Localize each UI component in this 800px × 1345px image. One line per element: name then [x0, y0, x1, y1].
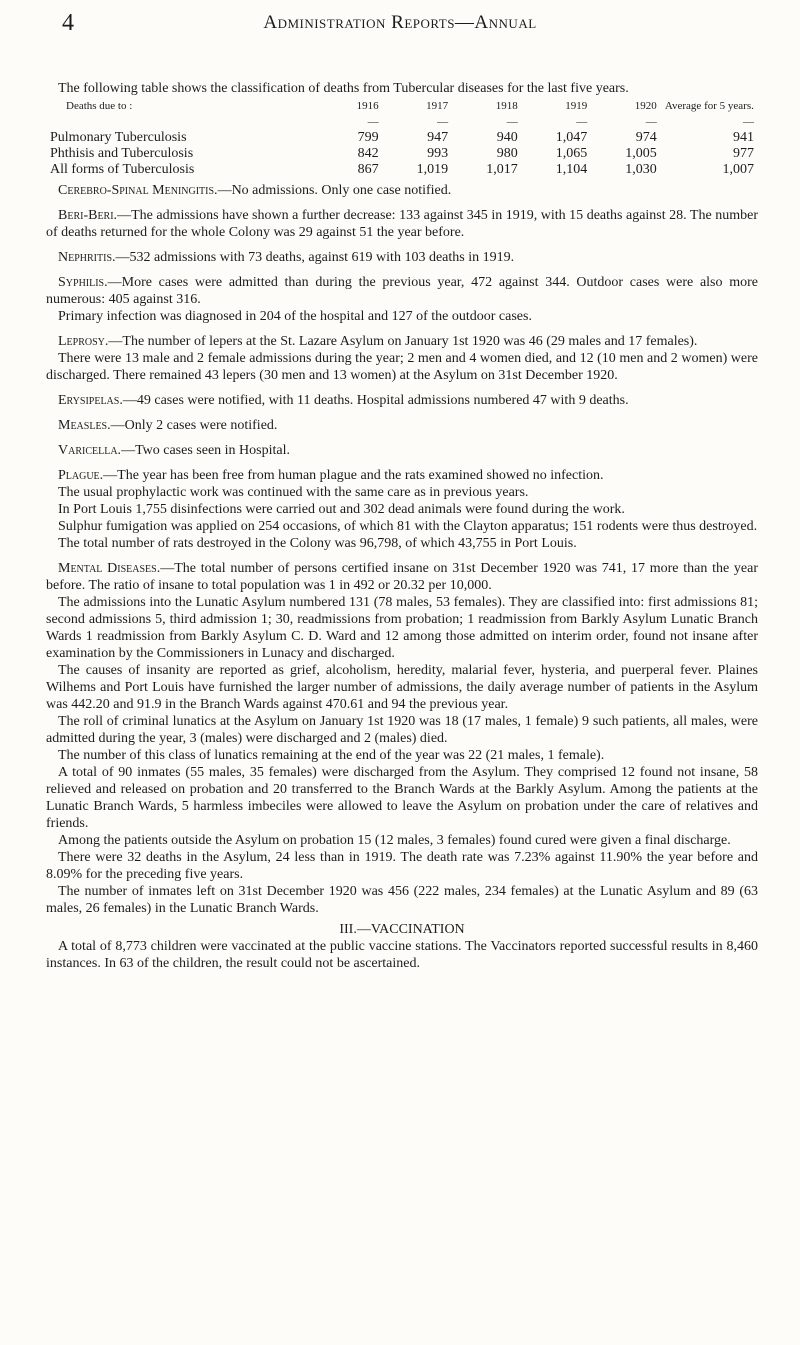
mental-paragraph-4: The roll of criminal lunatics at the Asylum on January 1st 1920 was 18 (17 males, 1 female) 9 such patients, all males, were admitted during the year, 3 (males) were discharged and 2 (males) died.	[46, 714, 758, 746]
section-text: —No admissions. Only one case notified.	[217, 183, 452, 198]
section-text: —49 cases were notified, with 11 deaths. Hospital admissions numbered 47 with 9 deaths.	[122, 393, 629, 408]
plague-paragraph-2: The usual prophylactic work was continued with the same care as in previous years.	[58, 485, 529, 500]
section-text: —More cases were admitted than during the previous year, 472 against 344. Outdoor cases were also more numerous: 405 against 316.	[46, 275, 758, 307]
table-row	[46, 130, 758, 146]
year-header: 1920	[634, 100, 657, 112]
table-cell: 1,104	[555, 162, 588, 177]
erysipelas-paragraph	[46, 392, 758, 409]
section-text: —The admissions have shown a further decrease: 133 against 345 in 1919, with 15 deaths against 28. The number of deaths returned for the whole Colony was 29 against 51 the year before.	[46, 208, 758, 240]
average-header: Average for 5 years.	[664, 100, 754, 112]
row-label: Pulmonary Tuberculosis	[50, 130, 187, 145]
mental-diseases-paragraph	[46, 560, 758, 594]
average-cell: 941	[733, 130, 754, 145]
syphilis-paragraph-2: Primary infection was diagnosed in 204 of the hospital and 127 of the outdoor cases.	[58, 309, 532, 324]
mental-paragraph-9: The number of inmates left on 31st December 1920 was 456 (222 males, 234 females) at the Lunatic Asylum and 89 (63 males, 26 females) in the Lunatic Branch Wards.	[46, 884, 758, 916]
year-header: 1916	[356, 100, 379, 112]
table-cell: 940	[496, 130, 518, 145]
section-text: —The number of lepers at the St. Lazare Asylum on January 1st 1920 was 46 (29 males and 17 females).	[108, 334, 698, 349]
section-heading: Cerebro-Spinal Meningitis.	[58, 183, 218, 198]
cerebro-spinal-paragraph	[46, 182, 758, 199]
section-text: —The total number of persons certified insane on 31st December 1920 was 741, 17 more than the year before. The ratio of insane to total population was 1 in 492 or 20.32 per 10,000.	[46, 561, 758, 593]
plague-paragraph-3: In Port Louis 1,755 disinfections were carried out and 302 dead animals were found during the work.	[58, 502, 625, 517]
year-header: 1917	[426, 100, 449, 112]
intro-paragraph: The following table shows the classification of deaths from Tubercular diseases for the last five years.	[58, 81, 629, 96]
leprosy-paragraph	[46, 333, 758, 350]
mental-paragraph-8: There were 32 deaths in the Asylum, 24 less than in 1919. The death rate was 7.23% against 11.90% the year before and 8.09% for the preceding five years.	[46, 850, 758, 882]
year-header: 1919	[565, 100, 588, 112]
beri-beri-paragraph	[46, 207, 758, 241]
section-heading: Syphilis.	[58, 275, 108, 290]
table-cell: 1,019	[416, 162, 449, 177]
table-cell: 799	[357, 130, 379, 145]
section-heading: Erysipelas.	[58, 393, 123, 408]
section-heading: Measles.	[58, 418, 111, 433]
section-heading: Beri-Beri.	[58, 208, 118, 223]
section-heading: Plague.	[58, 468, 104, 483]
table-row	[46, 146, 758, 162]
deaths-due-to-header: Deaths due to :	[66, 100, 133, 112]
year-header: 1918	[495, 100, 518, 112]
table-cell: 1,065	[555, 146, 588, 161]
table-cell: 1,047	[555, 130, 588, 145]
average-cell: 977	[733, 146, 754, 161]
table-cell: 867	[357, 162, 379, 177]
section-heading: Mental Diseases.	[58, 561, 161, 576]
syphilis-paragraph	[46, 274, 758, 308]
table-cell: 1,017	[486, 162, 518, 177]
section-heading: Leprosy.	[58, 334, 109, 349]
table-cell: 993	[427, 146, 449, 161]
mental-paragraph-6: A total of 90 inmates (55 males, 35 females) were discharged from the Asylum. They comprised 12 found not insane, 58 relieved and released on probation and 20 transferred to the Branch Wards at the Barkly Asylum. Among the patients at the Lunatic Branch Wards, 5 harmless imbeciles were allowed to leave the Asylum on probation under the care of relatives and friends.	[46, 765, 758, 831]
section-heading: Nephritis.	[58, 250, 116, 265]
page-number: 4	[62, 10, 74, 36]
tuberculosis-deaths-table	[46, 98, 758, 178]
table-cell: 947	[427, 130, 449, 145]
section-text: —Only 2 cases were notified.	[110, 418, 278, 433]
table-cell: 1,030	[625, 162, 657, 177]
table-cell: 842	[357, 146, 379, 161]
plague-paragraph-5: The total number of rats destroyed in the Colony was 96,798, of which 43,755 in Port Louis.	[58, 536, 577, 551]
leprosy-paragraph-2: There were 13 male and 2 female admissions during the year; 2 men and 4 women died, and 12 (10 men and 2 women) were discharged. There remained 43 lepers (30 men and 13 women) at the Asylum on 31st December 1920.	[46, 351, 758, 383]
vaccination-heading: III.—VACCINATION	[339, 922, 465, 937]
running-title: Administration Reports—Annual	[263, 12, 537, 33]
section-text: —The year has been free from human plague and the rats examined showed no infection.	[103, 468, 604, 483]
section-text: —Two cases seen in Hospital.	[121, 443, 290, 458]
mental-paragraph-5: The number of this class of lunatics remaining at the end of the year was 22 (21 males, 1 female).	[58, 748, 605, 763]
table-cell: 974	[635, 130, 657, 145]
table-header-row	[46, 98, 758, 114]
page-body	[46, 80, 758, 972]
mental-paragraph-2: The admissions into the Lunatic Asylum numbered 131 (78 males, 53 females). They are classified into: first admissions 81; second admissions 5, third admission 1; 30, readmissions from probation; 1 readmission from Barkly Asylum Lunatic Branch Wards 1 readmission from Barkly Asylum C. D. Ward and 12 among those admitted on interim order, found not insane after examination by the Commissioners in Lunacy and discharged.	[46, 595, 758, 661]
row-label: Phthisis and Tuberculosis	[50, 146, 194, 161]
vaccination-paragraph: A total of 8,773 children were vaccinated at the public vaccine stations. The Vaccinators reported successful results in 8,460 instances. In 63 of the children, the result could not be ascertained.	[46, 939, 758, 971]
table-divider-row: — — — — — —	[367, 116, 754, 128]
average-cell: 1,007	[722, 162, 754, 177]
table-row	[46, 162, 758, 178]
table-cell: 980	[496, 146, 518, 161]
section-text: —532 admissions with 73 deaths, against 619 with 103 deaths in 1919.	[115, 250, 515, 265]
measles-paragraph	[46, 417, 758, 434]
plague-paragraph	[46, 467, 758, 484]
section-heading: Varicella.	[58, 443, 122, 458]
nephritis-paragraph	[46, 249, 758, 266]
row-label: All forms of Tuberculosis	[50, 162, 195, 177]
table-cell: 1,005	[625, 146, 657, 161]
plague-paragraph-4: Sulphur fumigation was applied on 254 occasions, of which 81 with the Clayton apparatus; 151 rodents were thus destroyed.	[58, 519, 758, 534]
varicella-paragraph	[46, 442, 758, 459]
mental-paragraph-7: Among the patients outside the Asylum on probation 15 (12 males, 3 females) found cured were given a final discharge.	[58, 833, 731, 848]
mental-paragraph-3: The causes of insanity are reported as grief, alcoholism, heredity, malarial fever, hysteria, and puerperal fever. Plaines Wilhems and Port Louis have furnished the larger number of admissions, the daily average number of patients in the Asylum was 442.20 and 91.9 in the Branch Wards against 470.61 and 94 the previous year.	[46, 663, 758, 712]
